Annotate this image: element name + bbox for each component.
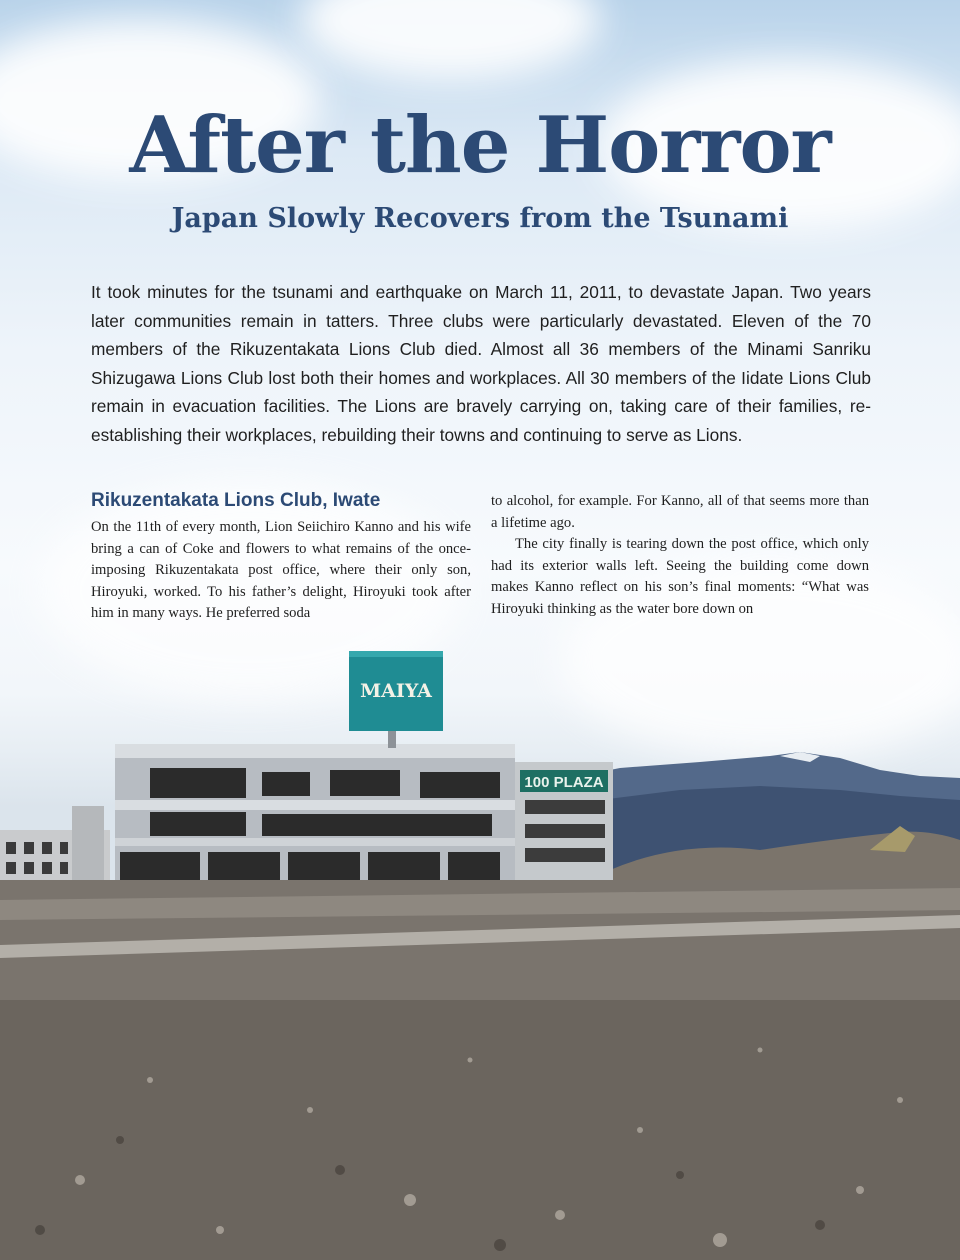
body-column-2 — [491, 491, 869, 621]
body-paragraph: The city finally is tearing down the post office, which only had its exterior walls left. Seeing the building come down makes Kanno reflect on his son’s final moments: “What was Hiroyuki thinking as the water bore down on — [491, 536, 869, 617]
maiya-sign-text: MAIYA — [360, 680, 432, 702]
body-column-1: On the 11th of every month, Lion Seiichiro Kanno and his wife bring a can of Coke and flowers to what remains of the once-imposing Rikuzentakata post office, where their only son, Hiroyuki, worked. To his father’s delight, Hiroyuki took after him in many ways. He preferred soda — [91, 519, 471, 622]
body-paragraph: to alcohol, for example. For Kanno, all of that seems more than a lifetime ago. — [491, 493, 869, 531]
section-heading: Rikuzentakata Lions Club, Iwate — [91, 490, 381, 511]
page-title: After the Horror — [129, 100, 831, 191]
intro-paragraph: It took minutes for the tsunami and earthquake on March 11, 2011, to devastate Japan. Two years later communities remain in tatters. Three clubs were particularly devastated. Eleven of the 70 members of the Rikuzentakata Lions Club died. Almost all 36 members of the Minami Sanriku Shizugawa Lions Club lost both their homes and workplaces. All 30 members of the Iidate Lions Club remain in evacuation facilities. The Lions are bravely carrying on, taking care of their families, re-establishing their workplaces, rebuilding their towns and continuing to serve as Lions. — [91, 282, 871, 445]
low-building-tower — [72, 806, 104, 886]
page-subtitle: Japan Slowly Recovers from the Tsunami — [171, 203, 789, 234]
plaza-sign-text: 100 PLAZA — [524, 774, 604, 791]
